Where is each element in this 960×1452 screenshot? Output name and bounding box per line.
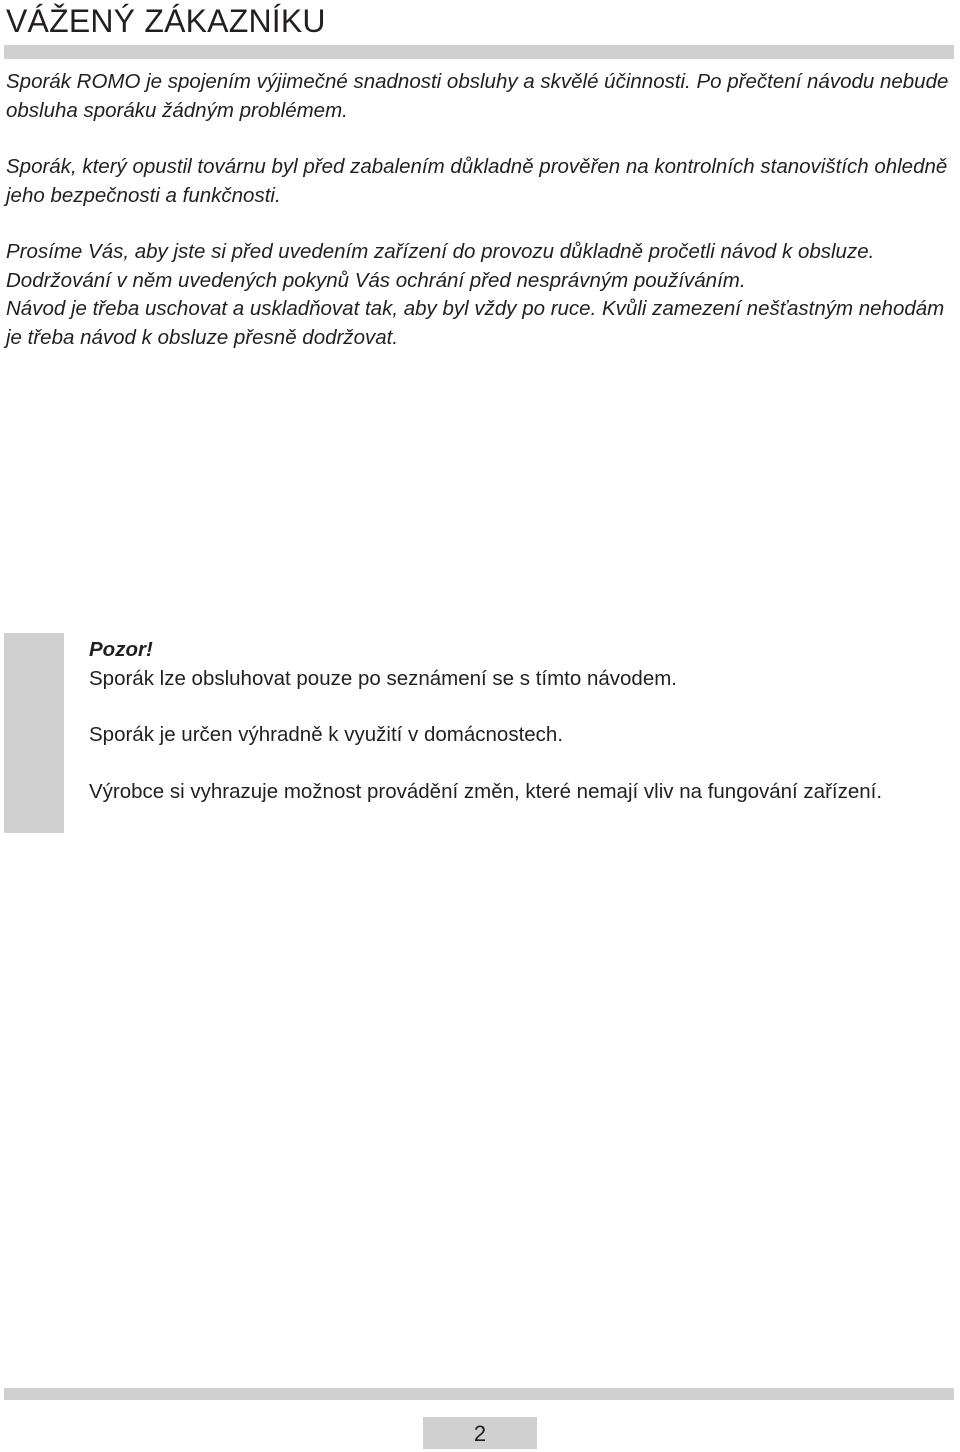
page-number: 2 xyxy=(423,1417,537,1449)
warning-line: Sporák je určen výhradně k využití v domácnostech. xyxy=(89,723,564,746)
page-title: VÁŽENÝ ZÁKAZNÍKU xyxy=(6,3,326,39)
intro-paragraph: Prosíme Vás, aby jste si před uvedením zařízení do provozu důkladně pročetli návod k obsluze. Dodržování v něm uvedených pokynů Vás ochrání před nesprávným používáním. xyxy=(6,240,875,292)
warning-title: Pozor! xyxy=(89,638,153,661)
footer-divider-bar xyxy=(4,1388,954,1400)
warning-line: Výrobce si vyhrazuje možnost provádění změn, které nemají vliv na fungování zařízení. xyxy=(89,779,883,803)
title-divider-bar xyxy=(4,45,954,59)
warning-side-bar xyxy=(4,633,64,833)
warning-section xyxy=(89,636,949,834)
intro-paragraph: Sporák ROMO je spojením výjimečné snadnosti obsluhy a skvělé účinnosti. Po přečtení návodu nebude obsluha sporáku žádným problémem. xyxy=(6,70,949,122)
intro-paragraph: Návod je třeba uschovat a uskladňovat tak, aby byl vždy po ruce. Kvůli zamezení nešťastným nehodám je třeba návod k obsluze přesně dodržovat. xyxy=(6,297,945,349)
intro-section xyxy=(6,68,956,380)
intro-paragraph: Sporák, který opustil továrnu byl před zabalením důkladně prověřen na kontrolních stanovištích ohledně jeho bezpečnosti a funkčnosti. xyxy=(6,155,948,207)
warning-line: Sporák lze obsluhovat pouze po seznámení se s tímto návodem. xyxy=(89,666,678,690)
